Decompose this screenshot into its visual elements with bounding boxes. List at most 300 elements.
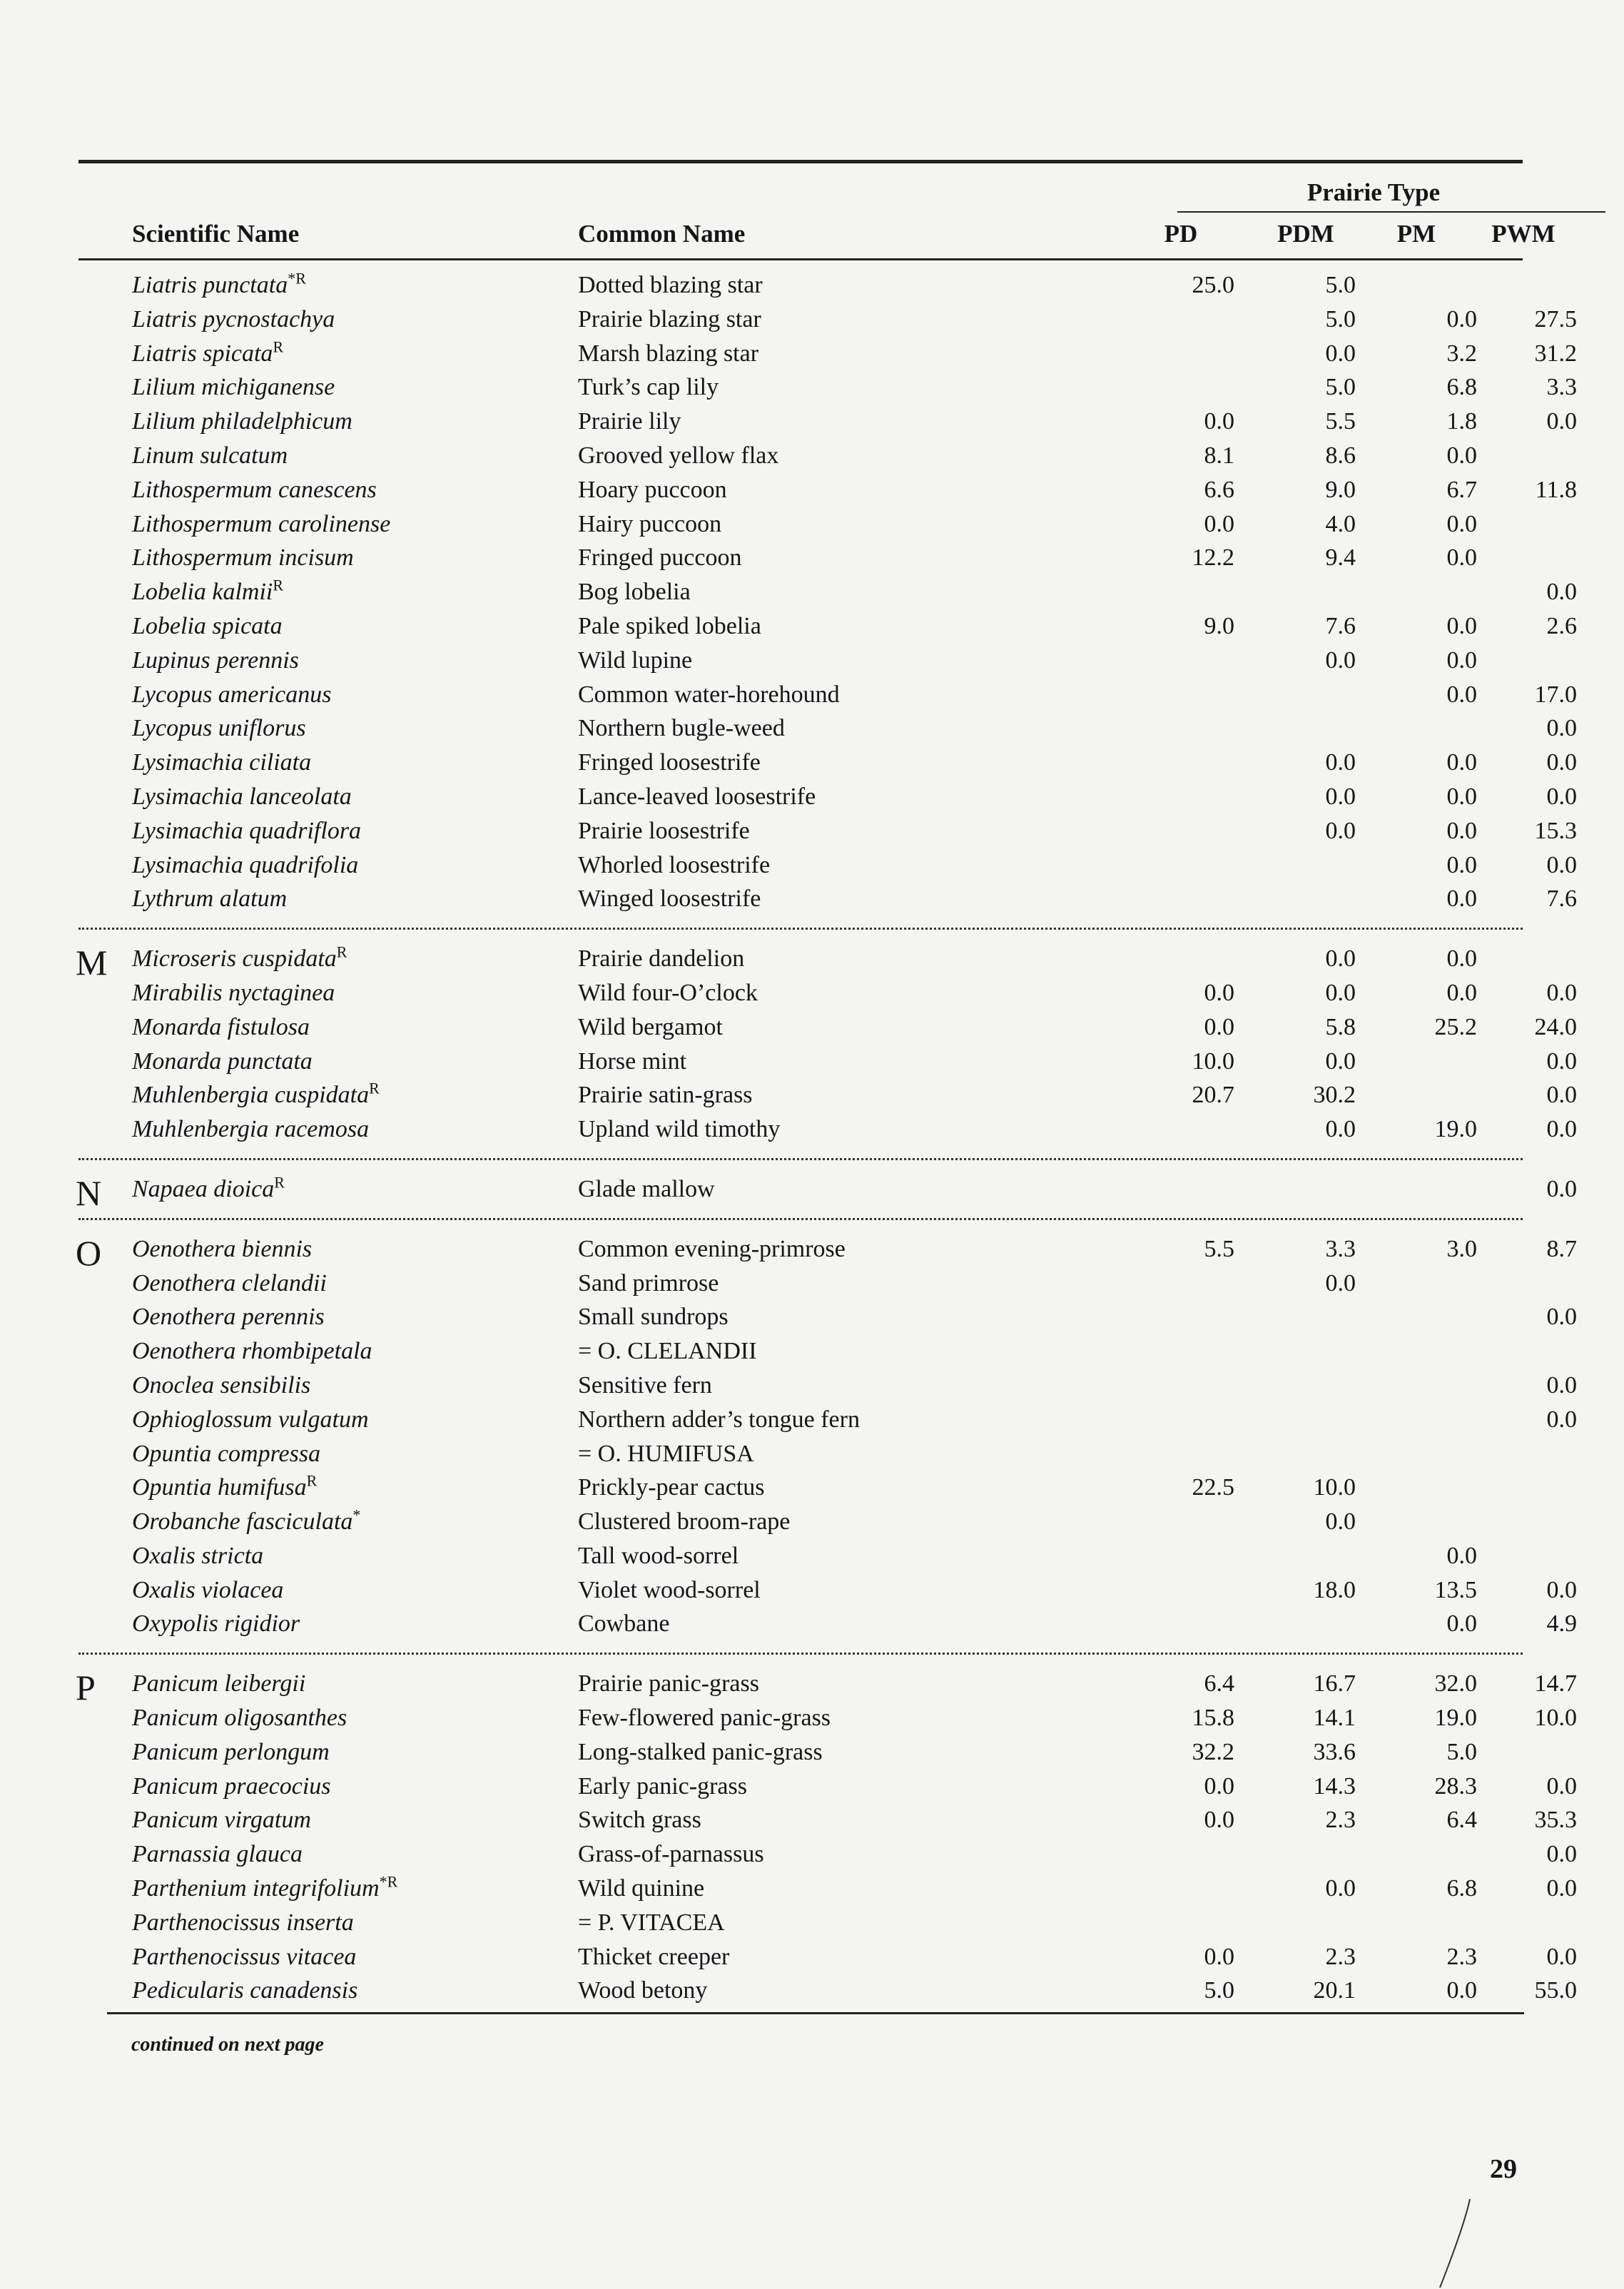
table-row [78, 1940, 1577, 1974]
value-pdm: 0.0 [1325, 1047, 1356, 1075]
table-row [78, 882, 1577, 916]
table-row [78, 678, 1577, 712]
value-pdm: 0.0 [1325, 945, 1356, 973]
value-pwm: 0.0 [1546, 749, 1577, 776]
scientific-name-text: Panicum perlongum [132, 1738, 330, 1765]
table-section [78, 268, 1577, 916]
scientific-name-text: Liatris spicata [132, 340, 273, 367]
value-pm: 6.8 [1446, 374, 1477, 401]
value-pdm: 5.0 [1325, 305, 1356, 333]
common-name: Horse mint [578, 1047, 687, 1075]
table-row [78, 1334, 1523, 1369]
scientific-name-text: Lysimachia quadrifolia [132, 851, 359, 878]
value-pdm: 0.0 [1325, 1875, 1356, 1902]
common-name: Prairie panic-grass [578, 1670, 759, 1697]
scientific-name [132, 1010, 310, 1045]
value-pwm: 0.0 [1546, 1082, 1577, 1109]
common-name: = P. VITACEA [578, 1909, 725, 1936]
value-pm: 0.0 [1446, 851, 1477, 878]
scientific-name-text: Lysimachia quadriflora [132, 817, 362, 844]
table-row [78, 1974, 1577, 2008]
value-pwm: 55.0 [1534, 1977, 1577, 2004]
value-pdm: 2.3 [1325, 1807, 1356, 1834]
value-pm: 3.0 [1446, 1235, 1477, 1262]
value-pm: 28.3 [1434, 1772, 1477, 1800]
value-pd: 0.0 [1204, 1807, 1234, 1834]
scientific-name [132, 1369, 310, 1403]
value-pdm: 5.8 [1325, 1013, 1356, 1040]
table-row [78, 1172, 1577, 1207]
scientific-name-text: Oenothera clelandii [132, 1269, 327, 1296]
value-pm: 0.0 [1446, 817, 1477, 844]
scientific-name [132, 882, 287, 916]
table-section [76, 1232, 1577, 1642]
common-name: Prairie lily [578, 408, 681, 435]
value-pwm: 31.2 [1534, 340, 1577, 367]
common-name: Hairy puccoon [578, 510, 722, 537]
value-pd: 10.0 [1192, 1047, 1234, 1075]
value-pdm: 5.5 [1325, 408, 1356, 435]
value-pm: 19.0 [1434, 1116, 1477, 1143]
scientific-name-text: Lysimachia lanceolata [132, 783, 352, 810]
common-name: Wild four-O’clock [578, 979, 758, 1006]
species-flag: R [336, 943, 347, 961]
scientific-name [132, 848, 358, 883]
common-name: Hoary puccoon [578, 476, 727, 503]
scientific-name-text: Liatris punctata [132, 272, 288, 298]
common-name: Sand primrose [578, 1269, 719, 1296]
scientific-name-text: Linum sulcatum [132, 442, 288, 469]
scientific-name-text: Lythrum alatum [132, 885, 288, 913]
table-row [78, 1701, 1577, 1735]
table-section [76, 1667, 1577, 2008]
scientific-name-text: Panicum oligosanthes [132, 1705, 347, 1732]
value-pdm: 0.0 [1325, 783, 1356, 810]
value-pwm: 0.0 [1546, 1576, 1577, 1603]
scientific-name [132, 1974, 357, 2008]
table-row [78, 1505, 1523, 1539]
common-name: Few-flowered panic-grass [578, 1705, 831, 1732]
value-pm: 13.5 [1434, 1576, 1477, 1603]
table-row [78, 1471, 1523, 1505]
common-name: Sensitive fern [578, 1371, 712, 1399]
scientific-name [132, 1735, 330, 1770]
scientific-name [132, 1505, 360, 1539]
scientific-name-text: Microseris cuspidata [132, 945, 337, 973]
value-pdm: 4.0 [1325, 510, 1356, 537]
scientific-name [132, 1539, 263, 1573]
common-name: Small sundrops [578, 1304, 729, 1331]
value-pd: 12.2 [1192, 544, 1234, 572]
value-pd: 32.2 [1192, 1738, 1234, 1765]
value-pd: 6.4 [1204, 1670, 1234, 1697]
common-name: Northern bugle-weed [578, 715, 785, 742]
value-pd: 22.5 [1192, 1474, 1234, 1501]
table-body [76, 268, 1577, 2008]
value-pm: 0.0 [1446, 945, 1477, 973]
value-pwm: 17.0 [1534, 681, 1577, 708]
table-row [78, 541, 1523, 575]
common-name: Clustered broom-rape [578, 1508, 791, 1536]
table-row [78, 1906, 1523, 1940]
section-divider [78, 1207, 1523, 1232]
section-divider [78, 1641, 1523, 1667]
value-pdm: 10.0 [1313, 1474, 1356, 1501]
value-pwm: 0.0 [1546, 979, 1577, 1006]
value-pm: 0.0 [1446, 1977, 1477, 2004]
common-name: Dotted blazing star [578, 272, 763, 298]
value-pdm: 8.6 [1325, 442, 1356, 469]
value-pdm: 9.4 [1325, 544, 1356, 572]
value-pdm: 0.0 [1325, 749, 1356, 776]
section-letter: O [76, 1232, 102, 1273]
common-name: Cowbane [578, 1610, 670, 1638]
value-pm: 0.0 [1446, 305, 1477, 333]
table-row [78, 1803, 1577, 1837]
species-flag: *R [379, 1872, 398, 1891]
table-row [78, 848, 1577, 883]
table-row [78, 1232, 1577, 1267]
table-row [78, 337, 1577, 371]
value-pd: 6.6 [1204, 476, 1234, 503]
header-common-name: Common Name [578, 220, 746, 248]
value-pm: 0.0 [1446, 442, 1477, 469]
common-name: Long-stalked panic-grass [578, 1738, 823, 1765]
value-pm: 19.0 [1434, 1705, 1477, 1732]
scientific-name-text: Muhlenbergia cuspidata [132, 1082, 370, 1109]
scientific-name-text: Orobanche fasciculata [132, 1508, 353, 1536]
scientific-name-text: Monarda fistulosa [132, 1013, 310, 1040]
table-row [78, 303, 1577, 337]
common-name: Thicket creeper [578, 1943, 730, 1970]
table-row [78, 1837, 1577, 1872]
value-pm: 0.0 [1446, 544, 1477, 572]
common-name: Grooved yellow flax [578, 442, 779, 469]
scientific-name-text: Oenothera rhombipetala [132, 1338, 372, 1365]
table-row [78, 1369, 1577, 1403]
value-pm: 6.7 [1446, 476, 1477, 503]
value-pdm: 16.7 [1313, 1670, 1356, 1697]
scientific-name [132, 1232, 312, 1267]
scientific-name [132, 1437, 320, 1471]
scientific-name [132, 268, 306, 303]
scientific-name [132, 942, 347, 976]
value-pm: 1.8 [1446, 408, 1477, 435]
table-row [78, 780, 1577, 814]
common-name: Lance-leaved loosestrife [578, 783, 816, 810]
table-row [78, 507, 1523, 542]
scientific-name [132, 575, 283, 609]
scientific-name [132, 780, 352, 814]
species-flag: R [273, 576, 284, 594]
table-row [78, 976, 1577, 1010]
table-row [78, 1437, 1523, 1471]
scientific-name [132, 1607, 300, 1641]
value-pwm: 2.6 [1546, 612, 1577, 639]
scientific-name [132, 439, 288, 473]
common-name: Upland wild timothy [578, 1116, 781, 1143]
section-letter: N [76, 1172, 102, 1213]
common-name: = O. HUMIFUSA [578, 1440, 754, 1467]
scientific-name-text: Lithospermum carolinense [132, 510, 391, 537]
scientific-name-text: Lycopus uniflorus [132, 715, 306, 742]
value-pm: 25.2 [1434, 1013, 1477, 1040]
scientific-name-text: Pedicularis canadensis [132, 1977, 358, 2004]
common-name: Glade mallow [578, 1175, 715, 1202]
scientific-name [132, 1267, 327, 1301]
table-row [78, 1872, 1577, 1906]
value-pd: 0.0 [1204, 1943, 1234, 1970]
scientific-name-text: Muhlenbergia racemosa [132, 1116, 370, 1143]
scientific-name [132, 746, 311, 780]
value-pm: 0.0 [1446, 1610, 1477, 1638]
value-pm: 3.2 [1446, 340, 1477, 367]
scientific-name [132, 814, 361, 848]
scientific-name [132, 473, 377, 507]
table-bottom-rule [107, 2012, 1524, 2014]
value-pwm: 0.0 [1546, 579, 1577, 606]
scientific-name-text: Onoclea sensibilis [132, 1371, 311, 1399]
scientific-name-text: Liatris pycnostachya [132, 305, 335, 333]
scientific-name-text: Oenothera biennis [132, 1235, 313, 1262]
value-pdm: 0.0 [1325, 646, 1356, 674]
scientific-name-text: Lilium philadelphicum [132, 408, 352, 435]
value-pm: 0.0 [1446, 979, 1477, 1006]
header-pm: PM [1396, 220, 1436, 248]
scientific-name-text: Ophioglossum vulgatum [132, 1406, 369, 1433]
scientific-name-text: Napaea dioica [132, 1175, 275, 1202]
header-scientific-name: Scientific Name [132, 220, 300, 248]
scientific-name-text: Lysimachia ciliata [132, 749, 312, 776]
continued-note: continued on next page [131, 2034, 324, 2056]
value-pdm: 2.3 [1325, 1943, 1356, 1970]
value-pd: 0.0 [1204, 1772, 1234, 1800]
value-pwm: 0.0 [1546, 1116, 1577, 1143]
species-flag: R [306, 1471, 318, 1490]
value-pm: 6.8 [1446, 1875, 1477, 1902]
scientific-name-text: Lupinus perennis [132, 646, 299, 674]
scientific-name [132, 1300, 325, 1334]
scientific-name-text: Oenothera perennis [132, 1304, 325, 1331]
value-pwm: 10.0 [1534, 1705, 1577, 1732]
section-divider [78, 916, 1523, 942]
value-pwm: 0.0 [1546, 1943, 1577, 1970]
value-pwm: 0.0 [1546, 783, 1577, 810]
value-pd: 0.0 [1204, 979, 1234, 1006]
value-pd: 5.0 [1204, 1977, 1234, 2004]
value-pdm: 9.0 [1325, 476, 1356, 503]
scientific-name [132, 711, 306, 746]
group-header-rule [1177, 211, 1605, 213]
value-pwm: 0.0 [1546, 851, 1577, 878]
value-pwm: 15.3 [1534, 817, 1577, 844]
value-pwm: 8.7 [1546, 1235, 1577, 1262]
value-pwm: 27.5 [1534, 305, 1577, 333]
common-name: Prickly-pear cactus [578, 1474, 765, 1501]
value-pwm: 3.3 [1546, 374, 1577, 401]
table-row [78, 609, 1577, 644]
value-pwm: 0.0 [1546, 1772, 1577, 1800]
table-row [78, 1573, 1577, 1608]
value-pm: 0.0 [1446, 510, 1477, 537]
common-name: Whorled loosestrife [578, 851, 771, 878]
scientific-name-text: Oxypolis rigidior [132, 1610, 300, 1638]
value-pd: 0.0 [1204, 510, 1234, 537]
table-row [78, 473, 1577, 507]
scientific-name [132, 370, 335, 405]
common-name: Switch grass [578, 1807, 701, 1834]
common-name: Prairie dandelion [578, 945, 745, 973]
scientific-name [132, 1701, 347, 1735]
common-name: Marsh blazing star [578, 340, 759, 367]
table-row [78, 644, 1523, 678]
value-pd: 25.0 [1192, 272, 1234, 298]
pencil-mark [1434, 2198, 1477, 2289]
table-row [78, 370, 1577, 405]
common-name: Prairie blazing star [578, 305, 761, 333]
value-pm: 2.3 [1446, 1943, 1477, 1970]
species-flag: * [352, 1506, 361, 1524]
value-pwm: 24.0 [1534, 1013, 1577, 1040]
scientific-name [132, 1045, 313, 1079]
table-row [78, 1112, 1577, 1147]
value-pm: 32.0 [1434, 1670, 1477, 1697]
section-letter: M [76, 943, 108, 983]
common-name: Common evening-primrose [578, 1235, 846, 1262]
table-row [78, 575, 1577, 609]
scientific-name-text: Monarda punctata [132, 1047, 313, 1075]
value-pd: 9.0 [1204, 612, 1234, 639]
table-row [78, 405, 1577, 439]
header-pwm: PWM [1491, 220, 1556, 248]
table-row [78, 746, 1577, 780]
value-pdm: 0.0 [1325, 817, 1356, 844]
species-flag: R [369, 1080, 380, 1097]
common-name: Wild quinine [578, 1875, 705, 1902]
scientific-name-text: Panicum leibergii [132, 1670, 306, 1697]
value-pm: 0.0 [1446, 646, 1477, 674]
common-name: Wild bergamot [578, 1013, 723, 1040]
scientific-name-text: Lithospermum incisum [132, 544, 354, 572]
value-pm: 6.4 [1446, 1807, 1477, 1834]
table-row [78, 1667, 1577, 1701]
common-name: Pale spiked lobelia [578, 612, 761, 639]
scientific-name [132, 541, 354, 575]
value-pm: 0.0 [1446, 783, 1477, 810]
value-pwm: 0.0 [1546, 408, 1577, 435]
table-section [76, 942, 1577, 1147]
scientific-name-text: Lobelia kalmii [132, 579, 273, 606]
value-pdm: 0.0 [1325, 979, 1356, 1006]
scientific-name [132, 644, 299, 678]
value-pm: 0.0 [1446, 1542, 1477, 1569]
header-pd: PD [1164, 220, 1198, 248]
common-name: Grass-of-parnassus [578, 1841, 764, 1868]
section-divider [78, 1147, 1523, 1172]
value-pwm: 0.0 [1546, 1047, 1577, 1075]
table-row [78, 1403, 1577, 1437]
scientific-name [132, 1172, 285, 1207]
prairie-type-group-header: Prairie Type [1306, 178, 1441, 206]
common-name: = O. CLELANDII [578, 1338, 757, 1365]
value-pwm: 11.8 [1535, 476, 1577, 503]
scientific-name-text: Oxalis violacea [132, 1576, 284, 1603]
page-number: 29 [1490, 2154, 1517, 2184]
scientific-name [132, 1906, 354, 1940]
common-name: Common water-horehound [578, 681, 840, 708]
section-letter: P [76, 1668, 96, 1708]
value-pwm: 0.0 [1546, 1175, 1577, 1202]
scientific-name-text: Parthenium integrifolium [132, 1875, 380, 1902]
value-pdm: 0.0 [1325, 340, 1356, 367]
common-name: Early panic-grass [578, 1772, 747, 1800]
value-pdm: 20.1 [1313, 1977, 1356, 2004]
value-pwm: 4.9 [1546, 1610, 1577, 1638]
common-name: Tall wood-sorrel [578, 1542, 739, 1569]
scientific-name [132, 1403, 369, 1437]
scientific-name [132, 1872, 397, 1906]
common-name: Winged loosestrife [578, 885, 761, 913]
value-pwm: 35.3 [1534, 1807, 1577, 1834]
value-pwm: 7.6 [1546, 885, 1577, 913]
table-section [76, 1172, 1577, 1213]
scientific-name [132, 507, 390, 542]
scientific-name [132, 1573, 283, 1608]
scientific-name [132, 976, 335, 1010]
scientific-name-text: Lilium michiganense [132, 374, 335, 401]
common-name: Northern adder’s tongue fern [578, 1406, 860, 1433]
value-pdm: 5.0 [1325, 374, 1356, 401]
value-pd: 15.8 [1192, 1705, 1234, 1732]
common-name: Violet wood-sorrel [578, 1576, 761, 1603]
scientific-name [132, 1471, 317, 1505]
scientific-name-text: Mirabilis nyctaginea [132, 979, 335, 1006]
value-pwm: 0.0 [1546, 1371, 1577, 1399]
common-name: Prairie satin-grass [578, 1082, 753, 1109]
table-row [78, 268, 1523, 303]
scientific-name-text: Lithospermum canescens [132, 476, 377, 503]
value-pwm: 0.0 [1546, 715, 1577, 742]
common-name: Fringed puccoon [578, 544, 742, 572]
value-pwm: 14.7 [1534, 1670, 1577, 1697]
species-flag: R [274, 1173, 285, 1192]
table-row [78, 1300, 1577, 1334]
scientific-name [132, 1940, 356, 1974]
value-pdm: 0.0 [1325, 1508, 1356, 1536]
common-name: Wild lupine [578, 646, 693, 674]
value-pwm: 0.0 [1546, 1406, 1577, 1433]
table-row [78, 1010, 1577, 1045]
value-pdm: 5.0 [1325, 272, 1356, 298]
scientific-name [132, 1837, 303, 1872]
common-name: Prairie loosestrife [578, 817, 750, 844]
value-pdm: 0.0 [1325, 1116, 1356, 1143]
table-row [78, 1045, 1577, 1079]
value-pm: 0.0 [1446, 612, 1477, 639]
scientific-name [132, 678, 331, 712]
value-pwm: 0.0 [1546, 1304, 1577, 1331]
value-pd: 20.7 [1192, 1082, 1234, 1109]
table-row [78, 1607, 1577, 1641]
value-pd: 5.5 [1204, 1235, 1234, 1262]
value-pm: 0.0 [1446, 681, 1477, 708]
common-name: Wood betony [578, 1977, 708, 2004]
species-flag: *R [288, 269, 306, 288]
value-pm: 5.0 [1446, 1738, 1477, 1765]
scientific-name-text: Parthenocissus inserta [132, 1909, 354, 1936]
value-pdm: 7.6 [1325, 612, 1356, 639]
table-row [78, 942, 1523, 976]
